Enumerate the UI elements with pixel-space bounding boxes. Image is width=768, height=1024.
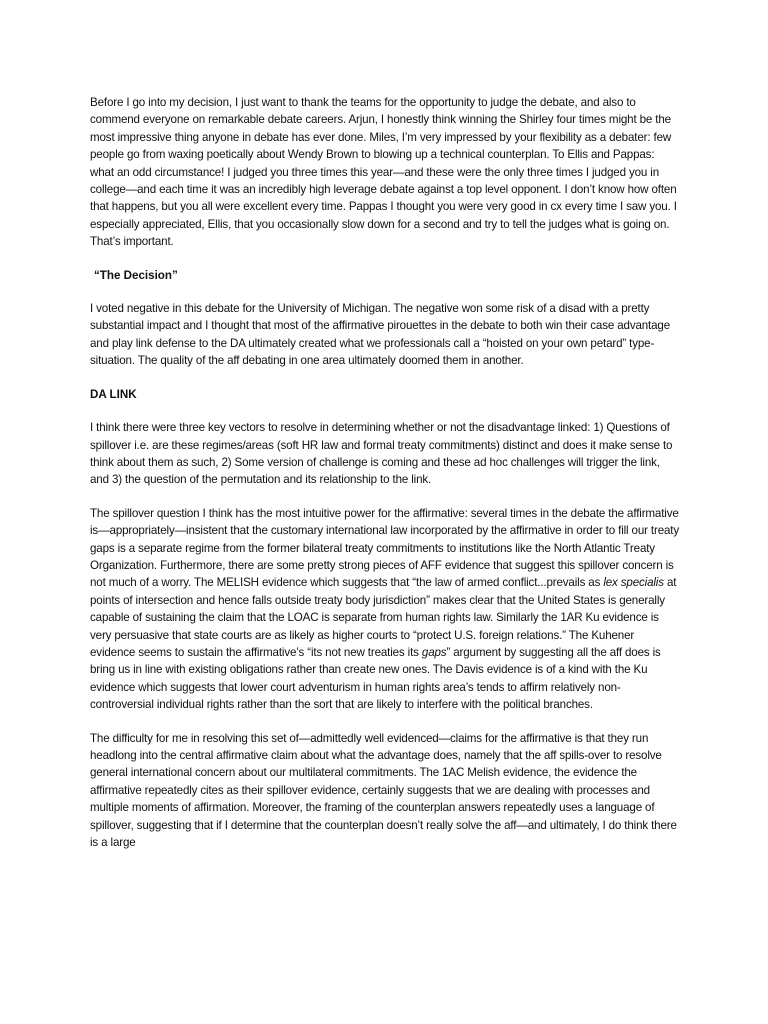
- decision-paragraph: I voted negative in this debate for the University of Michigan. The negative won some risk of a disad with a pretty substantial impact and I thought that most of the affirmative pirouettes in the debate to both win their case advantage and play link defense to the DA ultimately created what we professionals call a “hoisted on your own petard” type-situation. The quality of the aff debating in one area ultimately doomed them in another.: [90, 302, 671, 368]
- decision-heading: “The Decision”: [94, 268, 178, 282]
- spillover-italic-1: lex specialis: [603, 576, 664, 590]
- spillover-text-3: ” argument by suggesting all the aff does is bring us in line with existing obligations rather than create new ones. The Davis evidence is of a kind with the Ku evidence which suggests that lower court adventurism in human rights area’s tends to affirm relatively non-controversial individual rights rather than the sort that are likely to interfere with the political branches.: [90, 645, 661, 712]
- spillover-text-2: at points of intersection and hence falls outside treaty body jurisdiction” makes clear that the United States is generally capable of sustaining the claim that the LOAC is separate from human rights law. Similarly the 1AR Ku evidence is very persuasive that state courts are as likely as higher courts to “protect U.S. foreign relations.” The Kuhener evidence seems to sustain the affirmative’s “its not new treaties its: [90, 576, 677, 659]
- intro-paragraph: Before I go into my decision, I just want to thank the teams for the opportunity to judge the debate, and also to commend everyone on remarkable debate careers. Arjun, I honestly think winning the Shirley four times might be the most impressive thing anyone in debate has ever done. Miles, I’m very impressed by your flexibility as a debater: few people go from waxing poetically about Wendy Brown to blowing up a technical counterplan. To Ellis and Pappas: what an odd circumstance! I judged you three times this year—and these were the only three times I judged you in college—and each time it was an incredibly high leverage debate against a top level opponent. I don’t know how often that happens, but you all were excellent every time. Pappas I thought you were very good in cx every time I saw you. I especially appreciated, Ellis, that you occasionally slow down for a second and try to tell the judges what is going on. That’s important.: [90, 96, 677, 249]
- difficulty-paragraph: The difficulty for me in resolving this set of—admittedly well evidenced—claims for the affirmative is that they run headlong into the central affirmative claim about what the advantage does, namely that the aff spills-over to resolve general international concern about our multilateral commitments. The 1AC Melish evidence, the evidence the affirmative repeatedly cites as their spillover evidence, certainly suggests that we are dealing with processes and multiple moments of affirmation. Moreover, the framing of the counterplan answers repeatedly uses a language of spillover, suggesting that if I determine that the counterplan doesn’t really solve the aff—and ultimately, I do think there is a large: [90, 731, 677, 850]
- spillover-italic-2: gaps: [421, 645, 447, 659]
- spillover-paragraph: [90, 505, 680, 714]
- spillover-text-1: The spillover question I think has the most intuitive power for the affirmative: several times in the debate the affirmative is—appropriately—insistent that the customary international law incorporated by the affirmative in order to fill our treaty gaps is a separate regime from the former bilateral treaty commitments to institutions like the North Atlantic Treaty Organization. Furthermore, there are some pretty strong pieces of AFF evidence that suggest this spillover concern is not much of a worry. The MELISH evidence which suggests that “the law of armed conflict...prevails as: [90, 506, 680, 590]
- document-page: [90, 94, 680, 867]
- da-link-heading: DA LINK: [90, 387, 137, 401]
- vectors-paragraph: I think there were three key vectors to resolve in determining whether or not the disadvantage linked: 1) Questions of spillover i.e. are these regimes/areas (soft HR law and formal treaty commitments) distinct and does it make sense to think about them as such, 2) Some version of challenge is coming and these ad hoc challenges will trigger the link, and 3) the question of the permutation and its relationship to the link.: [90, 421, 673, 487]
